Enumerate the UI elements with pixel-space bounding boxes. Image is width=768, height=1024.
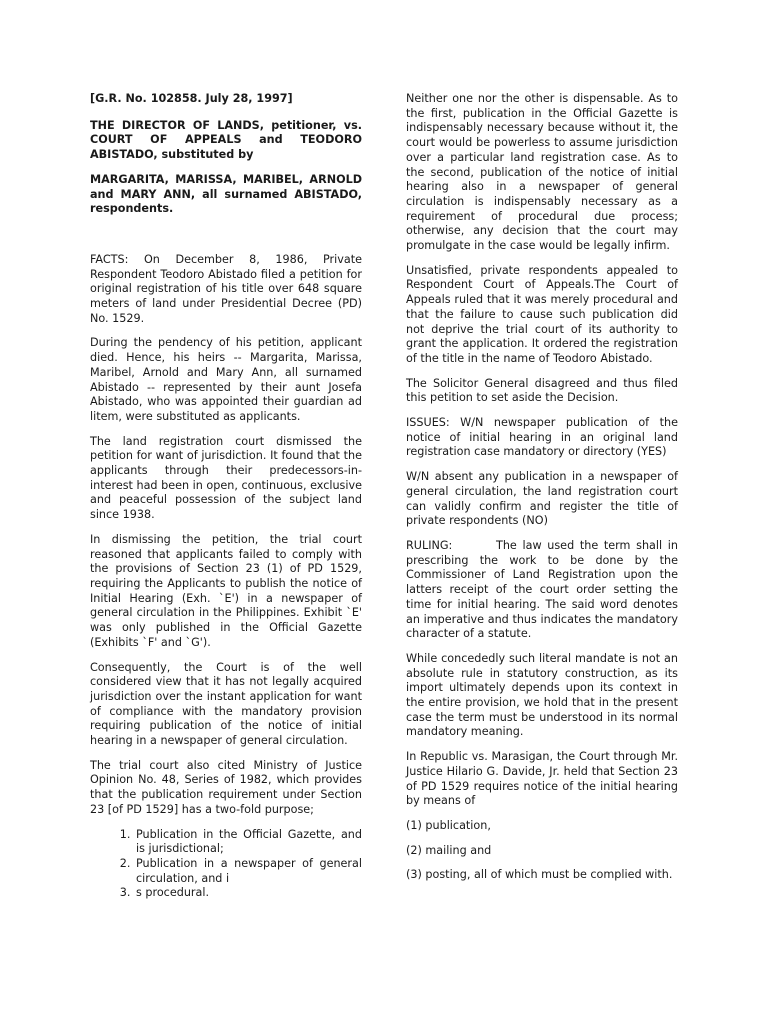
case-parties-respondents: MARGARITA, MARISSA, MARIBEL, ARNOLD and MARY ANN, all surnamed ABISTADO, respondents. xyxy=(90,172,362,216)
list-item: 1. Publication in the Official Gazette, and is jurisdictional; xyxy=(134,828,362,857)
purpose-list xyxy=(90,828,362,902)
ruling-text: The law used the term shall in prescribing the work to be done by the Commissioner of Land Registration upon the latters receipt of the court order setting the time for initial hearing. The said word denotes an imperative and thus indicates the mandatory character of a statute. xyxy=(406,538,678,641)
paragraph-court-view: Consequently, the Court is of the well considered view that it has not legally acquired jurisdiction over the instant application for want of compliance with the mandatory provision requiring publication of the notice of initial hearing in a newspaper of general circulation. xyxy=(90,660,362,748)
paragraph-dismissal: The land registration court dismissed the petition for want of jurisdiction. It found that the applicants through their predecessors-in-interest had been in open, continuous, exclusive and peaceful possession of the subject land since 1938. xyxy=(90,434,362,522)
paragraph-trial-court-reasoning: In dismissing the petition, the trial court reasoned that applicants failed to comply with the provisions of Section 23 (1) of PD 1529, requiring the Applicants to publish the notice of Initial Hearing (Exh. `E') in a newspaper of general circulation in the Philippines. Exhibit `E' was only published in the Official Gazette (Exhibits `F' and `G'). xyxy=(90,532,362,649)
list-item: 3. s procedural. xyxy=(134,886,362,901)
paragraph-solicitor-general: The Solicitor General disagreed and thus filed this petition to set aside the Decision. xyxy=(406,376,678,405)
paragraph-heirs: During the pendency of his petition, applicant died. Hence, his heirs -- Margarita, Marissa, Maribel, Arnold and Mary Ann, all surnamed Abistado -- represented by their aunt Josefa Abistado, who was appointed their guardian ad litem, were substituted as applicants. xyxy=(90,336,362,423)
paragraph-ministry-opinion: The trial court also cited Ministry of Justice Opinion No. 48, Series of 1982, which provides that the publication requirement under Section 23 [of PD 1529] has a two-fold purpose; xyxy=(90,758,362,816)
requirement-publication: (1) publication, xyxy=(406,818,491,832)
ruling-paragraph xyxy=(406,539,678,642)
case-number: [G.R. No. 102858. July 28, 1997] xyxy=(90,92,293,105)
requirement-posting: (3) posting, all of which must be complied with. xyxy=(406,868,673,882)
list-item: 2. Publication in a newspaper of general circulation, and i xyxy=(134,857,362,886)
requirement-mailing: (2) mailing and xyxy=(406,843,492,857)
ruling-label: RULING: xyxy=(406,538,453,552)
case-parties-petitioner: THE DIRECTOR OF LANDS, petitioner, vs. COURT OF APPEALS and TEODORO ABISTADO, substituted by xyxy=(90,118,362,162)
paragraph-marasigan: In Republic vs. Marasigan, the Court through Mr. Justice Hilario G. Davide, Jr. held that Section 23 of PD 1529 requires notice of the initial hearing by means of xyxy=(406,750,678,808)
paragraph-literal-mandate: While concededly such literal mandate is not an absolute rule in statutory construction, as its import ultimately depends upon its context in the entire provision, we hold that in the present case the term must be understood in its normal mandatory meaning. xyxy=(406,651,678,739)
right-column xyxy=(406,92,678,893)
paragraph-dispensable: Neither one nor the other is dispensable. As to the first, publication in the Official Gazette is indispensably necessary because without it, the court would be powerless to assume jurisdiction over a particular land registration case. As to the second, publication of the notice of initial hearing also in a newspaper of general circulation is indispensably necessary as a requirement of procedural due process; otherwise, any decision that the court may promulgate in the case would be legally infirm. xyxy=(406,92,678,253)
paragraph-appeal: Unsatisfied, private respondents appealed to Respondent Court of Appeals.The Court of Appeals ruled that it was merely procedural and that the failure to cause such publication did not deprive the trial court of its authority to grant the application. It ordered the registration of the title in the name of Teodoro Abistado. xyxy=(406,263,678,365)
issues-paragraph: ISSUES: W/N newspaper publication of the notice of initial hearing in an original land registration case mandatory or directory (YES) xyxy=(406,416,678,459)
facts-paragraph: FACTS: On December 8, 1986, Private Respondent Teodoro Abistado filed a petition for original registration of his title over 648 square meters of land under Presidential Decree (PD) No. 1529. xyxy=(90,252,362,325)
issue-two-paragraph: W/N absent any publication in a newspaper of general circulation, the land registration court can validly confirm and register the title of private respondents (NO) xyxy=(406,470,678,528)
left-column xyxy=(90,92,362,901)
